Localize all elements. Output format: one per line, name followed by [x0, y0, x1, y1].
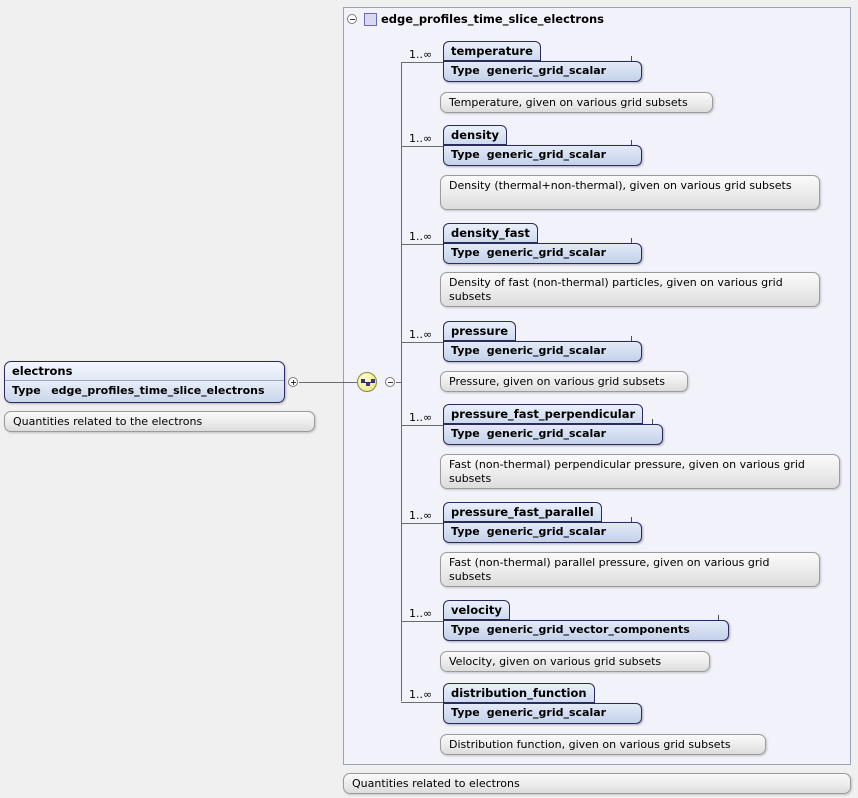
doc-pressure-fast-parallel: Fast (non-thermal) parallel pressure, given on various grid subsets — [440, 552, 820, 587]
doc-density: Density (thermal+non-thermal), given on various grid subsets — [440, 175, 820, 210]
connector-branch-temperature — [401, 62, 443, 63]
node-temperature[interactable] — [443, 41, 625, 81]
type-value: generic_grid_scalar — [486, 246, 607, 259]
type-value: generic_grid_scalar — [486, 706, 607, 719]
connector-root-to-sequence — [299, 382, 357, 383]
type-value: generic_grid_scalar — [486, 64, 607, 77]
node-pressure-fast-perpendicular[interactable] — [443, 404, 646, 444]
doc-temperature: Temperature, given on various grid subsets — [440, 92, 713, 113]
sequence-glyph — [361, 379, 375, 387]
sequence-collapse-icon[interactable] — [385, 377, 395, 387]
node-electrons-type — [5, 380, 284, 400]
type-value: generic_grid_scalar — [486, 525, 607, 538]
doc-velocity: Velocity, given on various grid subsets — [440, 651, 710, 672]
doc-pressure-fast-perpendicular: Fast (non-thermal) perpendicular pressure, given on various grid subsets — [440, 454, 840, 489]
node-pressure-fast-parallel-name: pressure_fast_parallel — [443, 502, 602, 522]
node-velocity-name: velocity — [443, 600, 510, 620]
type-label: Type — [451, 706, 480, 719]
type-label: Type — [451, 344, 480, 357]
node-electrons[interactable] — [4, 361, 285, 403]
complex-type-swatch-icon — [364, 13, 377, 26]
node-density-fast-name: density_fast — [443, 223, 538, 243]
node-pressure-fast-parallel[interactable] — [443, 502, 625, 542]
type-label: Type — [12, 384, 41, 397]
occurrence-pressure-fast-parallel: 1..∞ — [409, 509, 433, 522]
electrons-expand-icon[interactable] — [288, 377, 298, 387]
node-pressure[interactable] — [443, 321, 625, 361]
node-velocity-type — [443, 620, 729, 641]
occurrence-distribution-function: 1..∞ — [409, 688, 433, 701]
connector-branch-distribution-function — [401, 702, 443, 703]
connector-branch-pressure-fast-parallel — [401, 523, 443, 524]
occurrence-velocity: 1..∞ — [409, 607, 433, 620]
doc-distribution-function: Distribution function, given on various grid subsets — [440, 734, 766, 755]
node-temperature-name: temperature — [443, 41, 541, 61]
node-pressure-fast-parallel-type — [443, 522, 642, 543]
doc-pressure: Pressure, given on various grid subsets — [440, 371, 688, 392]
type-label: Type — [451, 246, 480, 259]
container-collapse-icon[interactable] — [347, 14, 357, 24]
connector-branch-velocity — [401, 621, 443, 622]
node-electrons-doc: Quantities related to the electrons — [4, 411, 315, 432]
type-value: generic_grid_scalar — [486, 344, 607, 357]
occurrence-density-fast: 1..∞ — [409, 230, 433, 243]
connector-branch-pressure — [401, 342, 443, 343]
type-value: generic_grid_scalar — [486, 148, 607, 161]
type-label: Type — [451, 525, 480, 538]
occurrence-pressure: 1..∞ — [409, 328, 433, 341]
type-value: generic_grid_scalar — [486, 427, 607, 440]
node-density-type — [443, 145, 642, 166]
node-density-fast[interactable] — [443, 223, 625, 263]
container-title: edge_profiles_time_slice_electrons — [381, 12, 605, 26]
node-density[interactable] — [443, 125, 625, 165]
connector-branch-density — [401, 146, 443, 147]
node-velocity[interactable] — [443, 600, 712, 640]
container-footer-doc: Quantities related to electrons — [343, 773, 851, 794]
connector-branch-density-fast — [401, 244, 443, 245]
connector-sequence-to-trunk — [396, 382, 402, 383]
type-label: Type — [451, 623, 480, 636]
node-density-name: density — [443, 125, 507, 145]
type-label: Type — [451, 148, 480, 161]
node-density-fast-type — [443, 243, 642, 264]
node-distribution-function-name: distribution_function — [443, 683, 595, 703]
occurrence-pressure-fast-perpendicular: 1..∞ — [409, 411, 433, 424]
doc-density-fast: Density of fast (non-thermal) particles, given on various grid subsets — [440, 272, 820, 307]
sequence-compositor-icon[interactable] — [357, 372, 377, 392]
type-label: Type — [451, 427, 480, 440]
node-distribution-function-type — [443, 703, 642, 724]
node-electrons-name: electrons — [12, 364, 73, 378]
connector-branch-pressure-fast-perpendicular — [401, 425, 443, 426]
type-value: generic_grid_vector_components — [486, 623, 690, 636]
type-value: edge_profiles_time_slice_electrons — [51, 384, 265, 397]
node-temperature-type — [443, 61, 642, 82]
type-label: Type — [451, 64, 480, 77]
node-pressure-name: pressure — [443, 321, 516, 341]
occurrence-density: 1..∞ — [409, 132, 433, 145]
occurrence-temperature: 1..∞ — [409, 48, 433, 61]
node-distribution-function[interactable] — [443, 683, 625, 723]
node-pressure-fast-perpendicular-name: pressure_fast_perpendicular — [443, 404, 643, 424]
node-pressure-type — [443, 341, 642, 362]
node-pressure-fast-perpendicular-type — [443, 424, 663, 445]
